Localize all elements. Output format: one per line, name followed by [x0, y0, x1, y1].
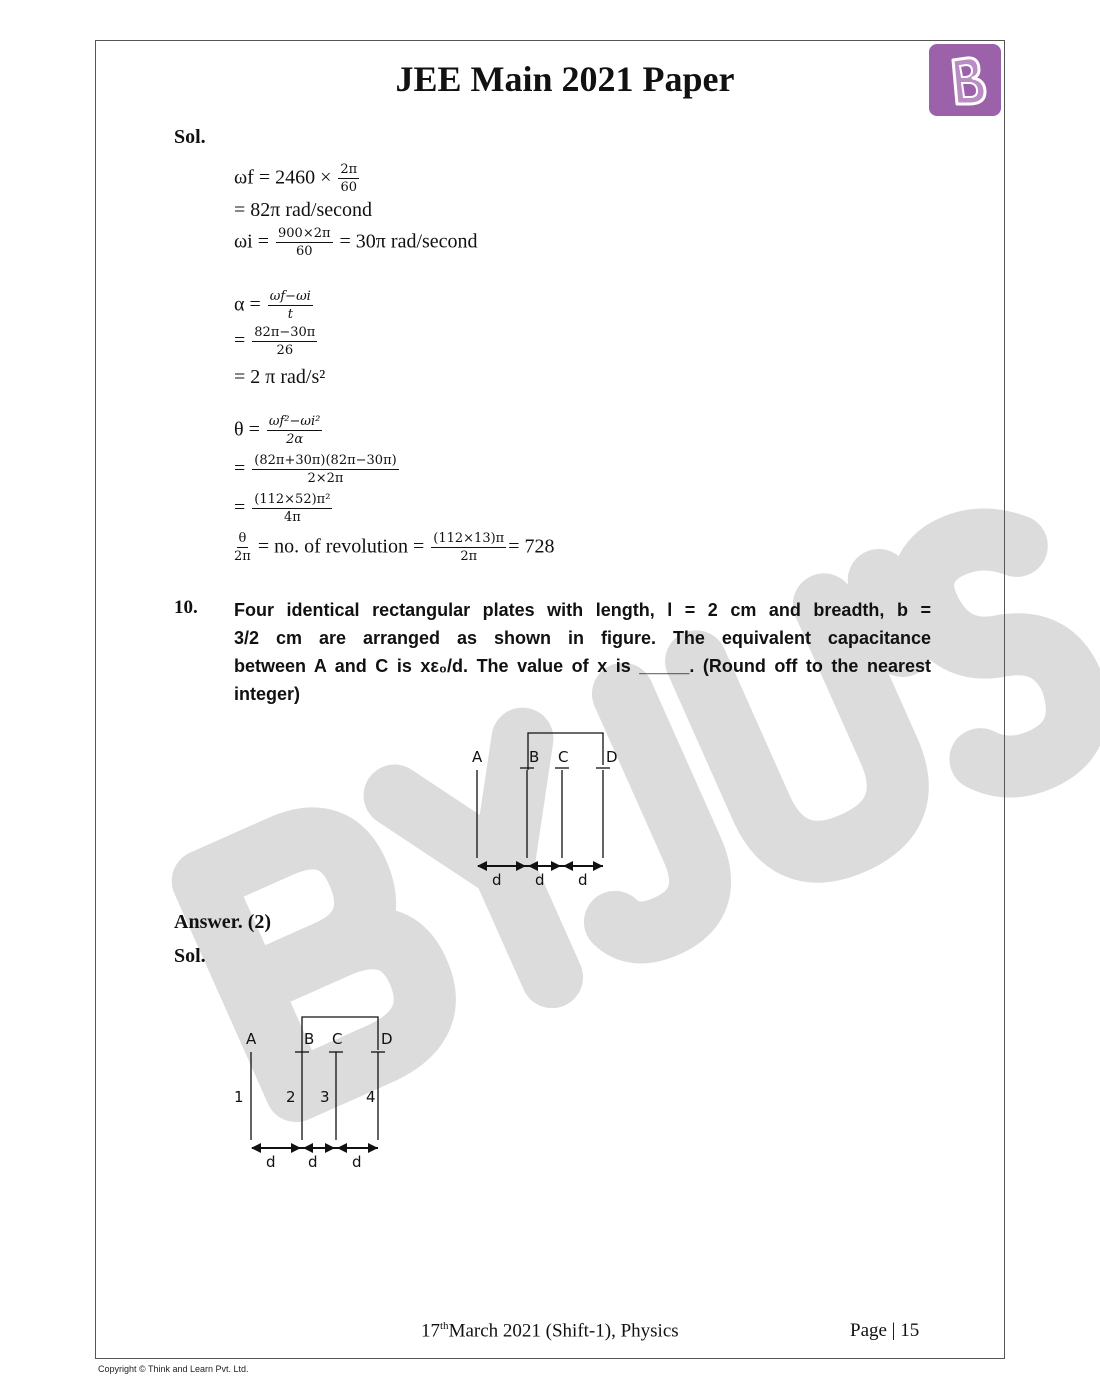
- footer-date: 17thMarch 2021 (Shift-1), Physics: [421, 1320, 679, 1342]
- spacing-label: d: [266, 1153, 276, 1171]
- omega-f-result: = 82π rad/second: [234, 199, 373, 221]
- omega-i-equation: ωi = $\frac{900\times 2\pi}{60}$ = 30π rad/second: [234, 226, 478, 259]
- theta-step-2: = $\frac{\text{(112×52)π²}}{4\pi}$: [234, 492, 331, 525]
- plate-label: D: [606, 748, 618, 766]
- question-number: 10.: [174, 597, 198, 618]
- solution-label: Sol.: [174, 945, 206, 967]
- plate-label: A: [246, 1030, 257, 1048]
- plate-label: D: [381, 1030, 393, 1048]
- plate-number: 2: [286, 1088, 296, 1106]
- spacing-label: d: [578, 871, 588, 889]
- page-number: Page | 15: [850, 1320, 920, 1341]
- answer-label: Answer. (2): [174, 911, 272, 933]
- plate-label: B: [304, 1030, 315, 1048]
- plate-number: 3: [320, 1088, 330, 1106]
- plate-label: B: [529, 748, 540, 766]
- spacing-label: d: [492, 871, 502, 889]
- solution-plates-figure: [225, 1010, 395, 1180]
- question-line: between A and C is xε₀/d. The value of x is _____. (Round off to the nearest: [234, 656, 931, 676]
- copyright-notice: Copyright © Think and Learn Pvt. Ltd.: [98, 1364, 249, 1374]
- question-line: integer): [234, 684, 301, 704]
- alpha-step: = $\frac{82\pi-30\pi}{26}$: [234, 325, 316, 358]
- capacitor-plates-figure: [460, 725, 630, 895]
- plate-label: C: [332, 1030, 343, 1048]
- byjus-logo: [929, 44, 1001, 116]
- question-text: [234, 596, 931, 708]
- plate-label: C: [558, 748, 569, 766]
- theta-step-1: = $\frac{(82\pi+30\pi)(82\pi-30\pi)}{2\times 2\pi}$: [234, 453, 397, 486]
- omega-f-equation: [234, 163, 361, 195]
- spacing-label: d: [535, 871, 545, 889]
- spacing-label: d: [352, 1153, 362, 1171]
- alpha-result: = 2 π rad/s²: [234, 366, 326, 388]
- question-line: 3/2 cm are arranged as shown in figure. The equivalent capacitance: [234, 628, 931, 648]
- page-title: JEE Main 2021 Paper: [395, 59, 735, 99]
- revolution-equation: $\frac{\theta}{2\pi}$ = no. of revolution = $\frac{(112\times 13)\pi}{2\pi}$ = 728: [234, 531, 555, 564]
- question-line: Four identical rectangular plates with length, l = 2 cm and breadth, b =: [234, 600, 931, 620]
- plate-label: A: [472, 748, 483, 766]
- solution-label: Sol.: [174, 126, 206, 148]
- spacing-label: d: [308, 1153, 318, 1171]
- eq-text: ωf = 2460 ×: [234, 166, 332, 189]
- theta-equation: θ = $\frac{\text{ωf²−ωi²}}{2\alpha}$: [234, 414, 321, 447]
- fraction: $\frac{2\pi}{60}$: [340, 162, 358, 195]
- logo-b-icon: [929, 44, 1001, 116]
- plate-number: 4: [366, 1088, 376, 1106]
- plate-number: 1: [234, 1088, 244, 1106]
- alpha-equation: α = $\frac{\omega f-\omega i}{t}$: [234, 289, 311, 322]
